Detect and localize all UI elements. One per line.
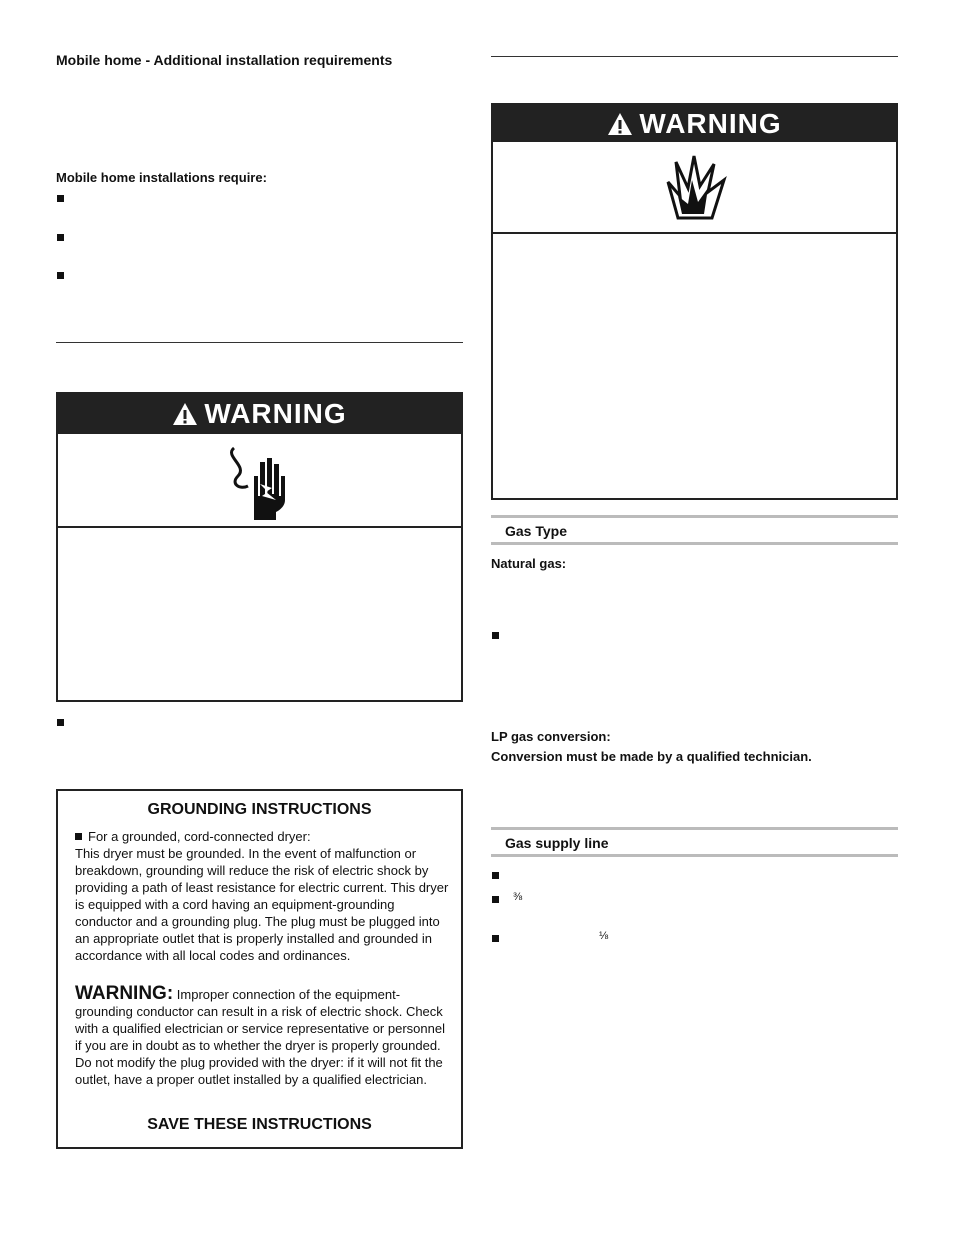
fraction-one-eighth: ⅛ xyxy=(599,930,609,942)
grounding-title: GROUNDING INSTRUCTIONS xyxy=(147,801,372,818)
save-instructions: SAVE THESE INSTRUCTIONS xyxy=(147,1116,372,1133)
electric-shock-warning xyxy=(56,392,463,702)
bullet-icon xyxy=(57,234,64,241)
explosion-hazard-icon xyxy=(660,152,730,222)
gas-type-heading: Gas Type xyxy=(505,523,567,539)
bullet-icon xyxy=(57,272,64,279)
bullet-icon xyxy=(492,872,499,879)
bullet-icon xyxy=(492,935,499,942)
warning-triangle-icon xyxy=(172,402,198,426)
warning-icon-row xyxy=(493,142,896,234)
warning-triangle-icon xyxy=(607,112,633,136)
bullet-icon xyxy=(57,195,64,202)
grounding-body: This dryer must be grounded. In the event of malfunction or breakdown, grounding will reduce the risk of electric shock by providing a path of least resistance for electric current. This dryer is equipped with a cord having an equipment-grounding conductor and a grounding plug. The plug must be plugged into an appropriate outlet that is properly installed and grounded in accordance with all local codes and ordinances. xyxy=(75,846,449,963)
fraction-three-eighths: ⅜ xyxy=(513,891,523,903)
lp-gas-note: Conversion must be made by a qualified technician. xyxy=(491,749,812,764)
bullet-icon xyxy=(57,719,64,726)
grounding-warning-paragraph xyxy=(75,985,453,1088)
grounding-instructions-box xyxy=(56,789,463,1149)
electric-shock-hand-icon xyxy=(220,440,300,520)
gas-supply-section-bar xyxy=(491,827,898,857)
grounding-bullet-label: For a grounded, cord-connected dryer: xyxy=(88,829,311,844)
bullet-icon xyxy=(75,833,82,840)
grounding-warning-body: Improper connection of the equipment-grounding conductor can result in a risk of electric shock. Check with a qualified electrician or service representative or personnel if you are in doubt as to whether the dryer is properly grounded. Do not modify the plug provided with the dryer: if it will not fit the outlet, have a proper outlet installed by a qualified electrician. xyxy=(75,987,445,1087)
warning-title: WARNING xyxy=(204,398,347,429)
natural-gas-label: Natural gas: xyxy=(491,556,567,571)
gas-supply-heading: Gas supply line xyxy=(505,835,609,851)
gas-type-section-bar xyxy=(491,515,898,545)
warning-icon-row xyxy=(58,434,461,528)
warning-title: WARNING xyxy=(639,107,782,139)
bullet-icon xyxy=(492,632,499,639)
mobile-home-heading: Mobile home - Additional installation requirements xyxy=(56,52,393,68)
section-divider xyxy=(56,342,463,343)
section-divider xyxy=(491,56,898,57)
mobile-home-subhead: Mobile home installations require: xyxy=(56,170,267,185)
bullet-icon xyxy=(492,896,499,903)
grounding-bullet-line xyxy=(75,828,453,845)
lp-gas-label: LP gas conversion: xyxy=(491,729,611,744)
grounding-warning-label: WARNING: xyxy=(75,983,174,1004)
explosion-warning xyxy=(491,103,898,500)
warning-title-bar xyxy=(58,394,461,434)
warning-title-bar xyxy=(493,105,896,142)
